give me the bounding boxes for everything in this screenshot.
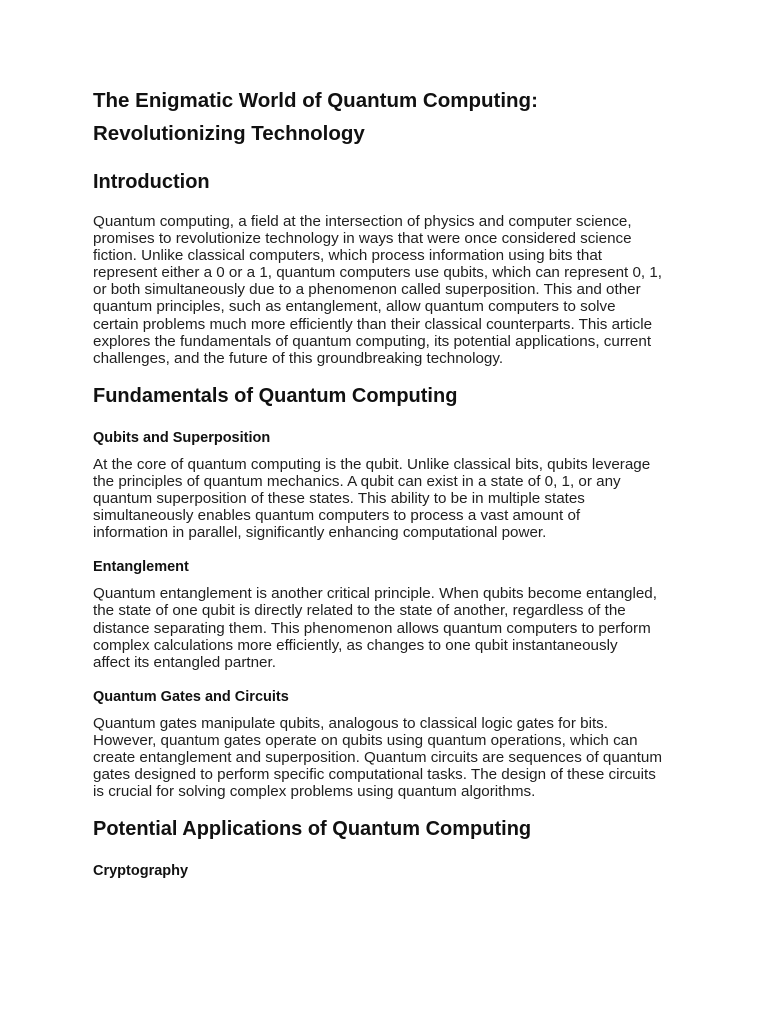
title-line: The Enigmatic World of Quantum Computing: xyxy=(93,89,538,112)
paragraph-line: gates designed to perform specific computational tasks. The design of these circuits xyxy=(93,766,656,784)
paragraph-line: certain problems much more efficiently than their classical counterparts. This article xyxy=(93,315,653,333)
paragraph-line: is crucial for solving complex problems using quantum algorithms. xyxy=(93,783,536,801)
paragraph-line: Quantum entanglement is another critical principle. When qubits become entangled, xyxy=(93,585,657,603)
paragraph-line: create entanglement and superposition. Quantum circuits are sequences of quantum xyxy=(93,748,663,766)
title-line: Revolutionizing Technology xyxy=(93,122,365,145)
paragraph-line: quantum superposition of these states. This ability to be in multiple states xyxy=(93,490,585,508)
paragraph-line: distance separating them. This phenomenon allows quantum computers to perform xyxy=(93,619,651,637)
paragraph-line: information in parallel, significantly enhancing computational power. xyxy=(93,524,547,542)
introduction-heading: Introduction xyxy=(93,171,210,193)
fundamentals-heading: Fundamentals of Quantum Computing xyxy=(93,384,458,407)
paragraph-line: At the core of quantum computing is the qubit. Unlike classical bits, qubits leverage xyxy=(93,455,651,473)
qubits-subheading: Qubits and Superposition xyxy=(93,429,271,446)
entanglement-paragraph xyxy=(93,585,683,670)
gates-paragraph xyxy=(93,715,683,800)
paragraph-line: Quantum gates manipulate qubits, analogous to classical logic gates for bits. xyxy=(93,714,608,732)
paragraph-line: the state of one qubit is directly related to the state of another, regardless of the xyxy=(93,602,626,620)
paragraph-line: quantum principles, such as entanglement, allow quantum computers to solve xyxy=(93,298,616,316)
paragraph-line: affect its entangled partner. xyxy=(93,653,276,671)
document-page xyxy=(93,84,683,880)
paragraph-line: the principles of quantum mechanics. A qubit can exist in a state of 0, 1, or any xyxy=(93,472,621,490)
introduction-paragraph xyxy=(93,213,683,367)
applications-heading: Potential Applications of Quantum Computing xyxy=(93,818,532,841)
paragraph-line: fiction. Unlike classical computers, which process information using bits that xyxy=(93,247,602,265)
paragraph-line: represent either a 0 or a 1, quantum computers use qubits, which can represent 0, 1, xyxy=(93,264,663,282)
paragraph-line: However, quantum gates operate on qubits using quantum operations, which can xyxy=(93,731,638,749)
qubits-paragraph xyxy=(93,456,683,541)
paragraph-line: explores the fundamentals of quantum computing, its potential applications, current xyxy=(93,332,652,350)
paragraph-line: simultaneously enables quantum computers to process a vast amount of xyxy=(93,507,581,525)
paragraph-line: challenges, and the future of this groundbreaking technology. xyxy=(93,349,504,367)
cryptography-subheading: Cryptography xyxy=(93,863,189,880)
paragraph-line: Quantum computing, a field at the intersection of physics and computer science, xyxy=(93,213,632,230)
document-title xyxy=(93,84,683,150)
paragraph-line: or both simultaneously due to a phenomenon called superposition. This and other xyxy=(93,281,641,299)
paragraph-line: promises to revolutionize technology in ways that were once considered science xyxy=(93,230,632,248)
entanglement-subheading: Entanglement xyxy=(93,559,189,576)
gates-subheading: Quantum Gates and Circuits xyxy=(93,688,289,705)
paragraph-line: complex calculations more efficiently, as changes to one qubit instantaneously xyxy=(93,636,618,654)
